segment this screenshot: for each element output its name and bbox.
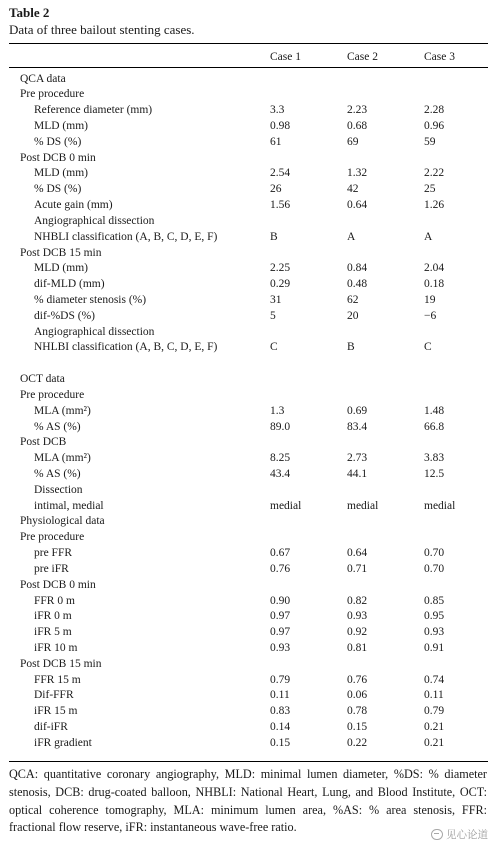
cell-case-3: 0.93	[424, 626, 445, 639]
table-row	[0, 688, 496, 704]
cell-case-3: 25	[424, 183, 436, 196]
row-label: FFR 0 m	[34, 594, 75, 607]
cell-case-2: 0.93	[347, 610, 368, 623]
row-label: intimal, medial	[34, 499, 104, 512]
row-label: Dissection	[34, 483, 83, 496]
row-label: iFR gradient	[34, 736, 92, 749]
row-label: MLA (mm²)	[34, 404, 91, 417]
row-label: Acute gain (mm)	[34, 199, 113, 212]
table-row	[0, 594, 496, 610]
table-row	[0, 182, 496, 198]
cell-case-2: 0.78	[347, 705, 368, 718]
cell-case-1: 0.90	[270, 594, 291, 607]
cell-case-2: 20	[347, 309, 359, 322]
row-label: iFR 10 m	[34, 642, 78, 655]
cell-case-3: 3.83	[424, 452, 445, 465]
row-label: MLD (mm)	[34, 167, 88, 180]
cell-case-1: 0.29	[270, 278, 291, 291]
table-row	[0, 388, 496, 404]
cell-case-3: 1.48	[424, 404, 445, 417]
cell-case-2: 0.82	[347, 594, 368, 607]
bottom-rule	[9, 761, 488, 762]
table-row	[0, 372, 496, 388]
table-row	[0, 641, 496, 657]
cell-case-1: 43.4	[270, 468, 291, 480]
table-row	[0, 198, 496, 214]
table-row	[0, 546, 496, 562]
cell-case-2: 42	[347, 183, 359, 196]
table-row	[0, 277, 496, 293]
cell-case-1: 0.79	[270, 673, 291, 686]
row-label: Dif-FFR	[34, 689, 74, 702]
cell-case-2: 69	[347, 135, 359, 148]
cell-case-1: 0.15	[270, 736, 291, 749]
cell-case-1: 0.97	[270, 626, 291, 639]
row-label: % AS (%)	[34, 468, 81, 480]
cell-case-3: 0.70	[424, 562, 445, 575]
cell-case-2: 83.4	[347, 420, 368, 433]
cell-case-3: 0.85	[424, 594, 445, 607]
watermark	[431, 827, 488, 842]
cell-case-3: 0.96	[424, 119, 445, 132]
table-row	[0, 151, 496, 167]
row-label: Post DCB 15 min	[20, 657, 102, 670]
table-row	[0, 704, 496, 720]
cell-case-3: 66.8	[424, 420, 445, 433]
cell-case-1: 0.93	[270, 642, 291, 655]
row-label: % DS (%)	[34, 183, 82, 196]
cell-case-3: medial	[424, 499, 456, 512]
row-label: % DS (%)	[34, 135, 82, 148]
cell-case-1: medial	[270, 499, 302, 512]
table-row	[0, 404, 496, 420]
row-label: MLA (mm²)	[34, 452, 91, 465]
table-title: Table 2	[9, 5, 50, 20]
cell-case-3: 19	[424, 293, 436, 306]
cell-case-2: 0.64	[347, 547, 368, 560]
table-row	[0, 530, 496, 546]
cell-case-1: 31	[270, 293, 282, 306]
cell-case-3: 59	[424, 135, 436, 148]
cell-case-1: 0.67	[270, 547, 291, 560]
row-label: MLD (mm)	[34, 262, 88, 275]
watermark-text: 见心论道	[446, 829, 488, 841]
column-header-case-1: Case 1	[270, 51, 301, 63]
cell-case-2: 0.92	[347, 626, 368, 639]
table-caption: Data of three bailout stenting cases.	[9, 22, 195, 37]
table-row	[0, 720, 496, 736]
row-label: Post DCB 0 min	[20, 151, 96, 164]
table-row	[0, 356, 496, 372]
row-label: Physiological data	[20, 515, 105, 528]
cell-case-1: 2.25	[270, 262, 291, 275]
row-label: pre FFR	[34, 547, 73, 560]
row-label: MLD (mm)	[34, 119, 88, 132]
row-label: iFR 0 m	[34, 610, 72, 623]
table-row	[0, 435, 496, 451]
table-row	[0, 736, 496, 752]
cell-case-1: 0.97	[270, 610, 291, 623]
cell-case-2: 0.68	[347, 119, 368, 132]
cell-case-1: 0.83	[270, 705, 291, 718]
cell-case-3: 0.79	[424, 705, 445, 718]
cell-case-2: 2.73	[347, 452, 368, 465]
cell-case-2: 0.15	[347, 721, 368, 734]
column-header-case-2: Case 2	[347, 51, 378, 63]
row-label: Reference diameter (mm)	[34, 104, 153, 117]
row-label: Post DCB 0 min	[20, 578, 96, 591]
table-row	[0, 214, 496, 230]
cell-case-1: 2.54	[270, 167, 291, 180]
cell-case-3: C	[424, 341, 432, 354]
row-label: dif-%DS (%)	[34, 309, 95, 322]
table-row	[0, 135, 496, 151]
table-row	[0, 340, 496, 356]
cell-case-2: 62	[347, 293, 359, 306]
table-row	[0, 578, 496, 594]
cell-case-3: 2.22	[424, 167, 445, 180]
cell-case-2: 0.22	[347, 736, 368, 749]
cell-case-3: 0.91	[424, 642, 445, 655]
row-label: OCT data	[20, 373, 65, 386]
table-row	[0, 451, 496, 467]
row-label: % diameter stenosis (%)	[34, 293, 147, 306]
cell-case-1: 1.56	[270, 199, 291, 212]
table-row	[0, 325, 496, 341]
table-row	[0, 420, 496, 436]
cell-case-3: 0.21	[424, 736, 445, 749]
cell-case-1: 0.11	[270, 689, 290, 702]
cell-case-3: 0.11	[424, 689, 444, 702]
table-row	[0, 657, 496, 673]
cell-case-3: 1.26	[424, 199, 445, 212]
cell-case-3: 2.28	[424, 104, 445, 117]
cell-case-1: 26	[270, 183, 282, 196]
table-row	[0, 103, 496, 119]
cell-case-1: 0.14	[270, 721, 291, 734]
cell-case-1: B	[270, 230, 278, 243]
cell-case-3: 0.21	[424, 721, 445, 734]
cell-case-3: 0.74	[424, 673, 445, 686]
cell-case-2: 0.81	[347, 642, 368, 655]
row-label: Pre procedure	[20, 388, 85, 401]
row-label: dif-MLD (mm)	[34, 278, 105, 291]
cell-case-2: A	[347, 230, 356, 243]
row-label: Post DCB 15 min	[20, 246, 102, 259]
row-label: dif-iFR	[34, 721, 68, 734]
cell-case-3: 12.5	[424, 468, 445, 480]
table-row	[0, 230, 496, 246]
row-label: NHBLI classification (A, B, C, D, E, F)	[34, 230, 218, 243]
cell-case-1: 3.3	[270, 104, 285, 117]
table-row	[0, 609, 496, 625]
row-label: NHLBI classification (A, B, C, D, E, F)	[34, 341, 218, 354]
table-row	[0, 246, 496, 262]
row-label: Pre procedure	[20, 88, 85, 101]
cell-case-3: 0.95	[424, 610, 445, 623]
cell-case-1: 61	[270, 135, 282, 148]
cell-case-1: 1.3	[270, 404, 285, 417]
table-row	[0, 514, 496, 530]
cell-case-2: 0.06	[347, 689, 368, 702]
table-row	[0, 87, 496, 103]
row-label: Angiographical dissection	[34, 325, 155, 338]
table-row	[0, 562, 496, 578]
cell-case-2: 0.76	[347, 673, 368, 686]
table-row	[0, 499, 496, 515]
table-row	[0, 261, 496, 277]
cell-case-2: 0.84	[347, 262, 368, 275]
cell-case-1: 5	[270, 309, 276, 322]
cell-case-2: 1.32	[347, 167, 368, 180]
row-label: iFR 15 m	[34, 705, 78, 718]
table-row	[0, 467, 496, 483]
table-row	[0, 309, 496, 325]
cell-case-1: 0.76	[270, 562, 291, 575]
row-label: Angiographical dissection	[34, 214, 155, 227]
cell-case-3: A	[424, 230, 433, 243]
header-rule	[9, 67, 488, 68]
row-label: QCA data	[20, 72, 66, 85]
cell-case-2: 0.64	[347, 199, 368, 212]
cell-case-3: 0.18	[424, 278, 445, 291]
table-row	[0, 625, 496, 641]
row-label: iFR 5 m	[34, 626, 72, 639]
cell-case-1: 8.25	[270, 452, 291, 465]
cell-case-1: 89.0	[270, 420, 291, 433]
cell-case-2: medial	[347, 499, 379, 512]
row-label: % AS (%)	[34, 420, 81, 433]
row-label: pre iFR	[34, 562, 69, 575]
column-header-case-3: Case 3	[424, 51, 455, 63]
table-row	[0, 293, 496, 309]
table-footnote: QCA: quantitative coronary angiography, MLD: minimal lumen diameter, %DS: % diameter stenosis, DCB: drug-coated balloon, NHBLI: National Heart, Lung, and Blood Institute, OCT: optical coherence tomography, MLA: minimum lumen area, %AS: % area stenosis, FFR: fractional flow reserve, iFR: instantaneous wave-free ratio.	[9, 767, 487, 835]
cell-case-2: 0.71	[347, 562, 368, 575]
cell-case-1: 0.98	[270, 119, 291, 132]
table-row	[0, 166, 496, 182]
row-label: FFR 15 m	[34, 673, 81, 686]
row-label: Post DCB	[20, 436, 67, 449]
table-row	[0, 673, 496, 689]
chat-bubble-icon	[431, 829, 443, 840]
cell-case-1: C	[270, 341, 278, 354]
cell-case-3: −6	[424, 309, 437, 322]
cell-case-2: 2.23	[347, 104, 368, 117]
top-rule	[9, 43, 488, 44]
cell-case-2: B	[347, 341, 355, 354]
cell-case-3: 2.04	[424, 262, 445, 275]
cell-case-3: 0.70	[424, 547, 445, 560]
cell-case-2: 44.1	[347, 468, 368, 480]
cell-case-2: 0.48	[347, 278, 368, 291]
cell-case-2: 0.69	[347, 404, 368, 417]
table-row	[0, 72, 496, 88]
table-row	[0, 119, 496, 135]
row-label: Pre procedure	[20, 531, 85, 544]
table-row	[0, 483, 496, 499]
